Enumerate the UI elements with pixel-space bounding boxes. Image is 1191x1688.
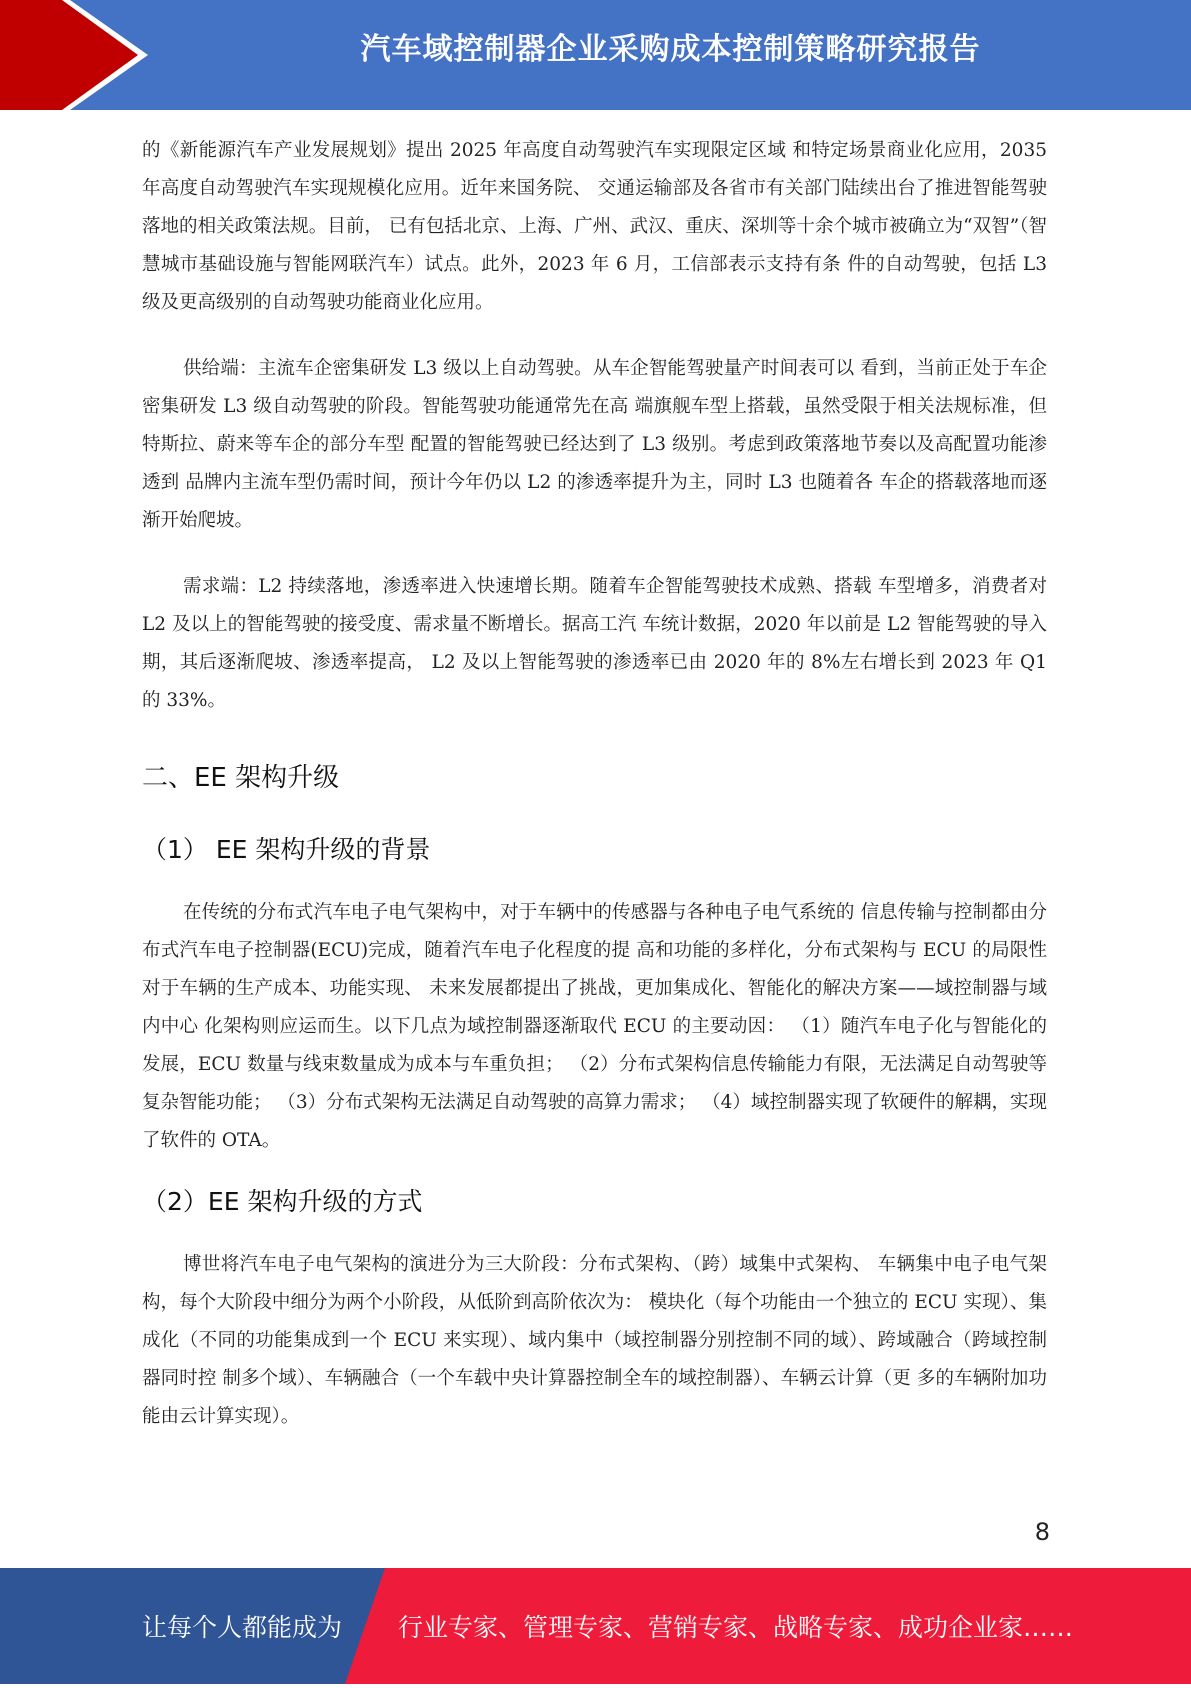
paragraph-demand-side: 需求端：L2 持续落地，渗透率进入快速增长期。随着车企智能驾驶技术成熟、搭载 车型增多，消费者对 L2 及以上的智能驾驶的接受度、需求量不断增长。据高工汽 车统计数据，2020 年以前是 L2 智能驾驶的导入期，其后逐渐爬坡、渗透率提高， L2 及以上智能驾驶的渗透率已由 2020 年的 8%左右增长到 2023 年 Q1 的 33%。 xyxy=(142,576,1047,711)
paragraph-supply-side: 供给端：主流车企密集研发 L3 级以上自动驾驶。从车企智能驾驶量产时间表可以 看到，当前正处于车企密集研发 L3 级自动驾驶的阶段。智能驾驶功能通常先在高 端旗舰车型上搭载，虽然受限于相关法规标准，但特斯拉、蔚来等车企的部分车型 配置的智能驾驶已经达到了 L3 级别。考虑到政策落地节奏以及高配置功能渗透到 品牌内主流车型仍需时间，预计今年仍以 L2 的渗透率提升为主，同时 L3 也随着各 车企的搭载落地而逐渐开始爬坡。 xyxy=(142,358,1047,531)
paragraph-background: 在传统的分布式汽车电子电气架构中，对于车辆中的传感器与各种电子电气系统的 信息传输与控制都由分布式汽车电子控制器(ECU)完成，随着汽车电子化程度的提 高和功能的多样化，分布式架构与 ECU 的局限性对于车辆的生产成本、功能实现、 未来发展都提出了挑战，更加集成化、智能化的解决方案——域控制器与域内中心 化架构则应运而生。以下几点为域控制器逐渐取代 ECU 的主要动因： （1）随汽车电子化与智能化的发展，ECU 数量与线束数量成为成本与车重负担； （2）分布式架构信息传输能力有限，无法满足自动驾驶等复杂智能功能； （3）分布式架构无法满足自动驾驶的高算力需求； （4）域控制器实现了软硬件的解耦，实现了软件的 OTA。 xyxy=(142,902,1047,1151)
report-title: 汽车域控制器企业采购成本控制策略研究报告 xyxy=(360,32,981,67)
subsection-heading-background: （1） EE 架构升级的背景 xyxy=(142,835,431,864)
page-number: 8 xyxy=(1034,1518,1050,1546)
page-header xyxy=(0,0,1191,110)
paragraph-policy: 的《新能源汽车产业发展规划》提出 2025 年高度自动驾驶汽车实现限定区域 和特定场景商业化应用，2035 年高度自动驾驶汽车实现规模化应用。近年来国务院、 交通运输部及各省市有关部门陆续出台了推进智能驾驶落地的相关政策法规。目前， 已有包括北京、上海、广州、武汉、重庆、深圳等十余个城市被确立为“双智”（智 慧城市基础设施与智能网联汽车）试点。此外，2023 年 6 月，工信部表示支持有条 件的自动驾驶，包括 L3 级及更高级别的自动驾驶功能商业化应用。 xyxy=(142,140,1047,313)
footer-slogan-right: 行业专家、管理专家、营销专家、战略专家、成功企业家…… xyxy=(398,1613,1074,1642)
paragraph-method: 博世将汽车电子电气架构的演进分为三大阶段：分布式架构、（跨）域集中式架构、 车辆集中电子电气架构，每个大阶段中细分为两个小阶段，从低阶到高阶依次为： 模块化（每个功能由一个独立的 ECU 实现）、集成化（不同的功能集成到一个 ECU 来实现）、域内集中（域控制器分别控制不同的域）、跨域融合（跨域控制器同时控 制多个域）、车辆融合（一个车载中央计算器控制全车的域控制器）、车辆云计算（更 多的车辆附加功能由云计算实现）。 xyxy=(142,1254,1047,1427)
main-content xyxy=(142,132,1047,1436)
page-footer xyxy=(0,1568,1191,1684)
subsection-heading-method: （2）EE 架构升级的方式 xyxy=(142,1187,423,1216)
footer-slogan-left: 让每个人都能成为 xyxy=(142,1613,343,1642)
section-heading-ee-architecture: 二、EE 架构升级 xyxy=(142,763,340,793)
